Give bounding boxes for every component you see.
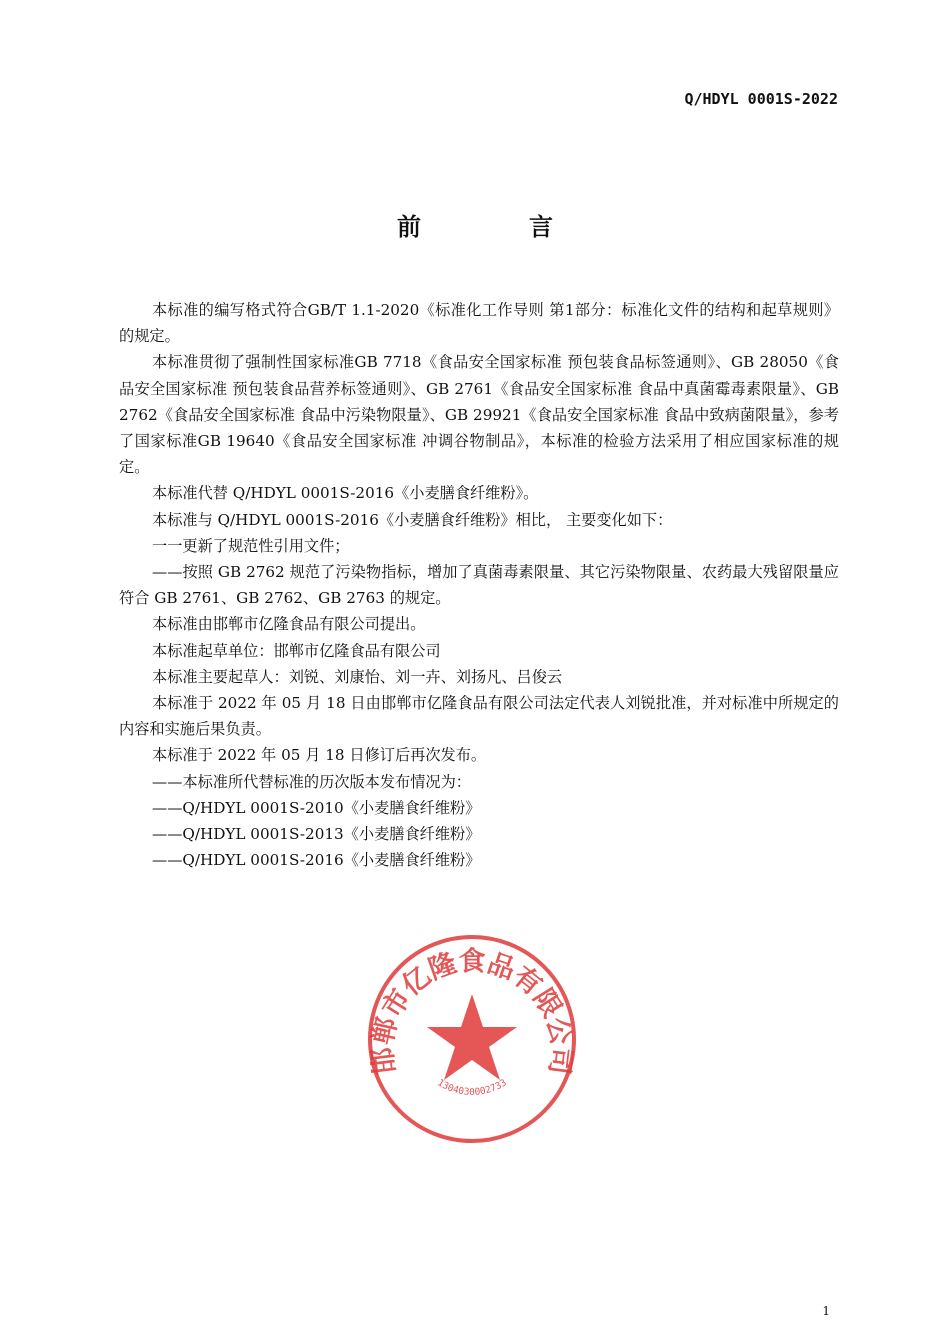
paragraph: ——本标准所代替标准的历次版本发布情况为： [152, 772, 471, 791]
paragraph: 本标准与 Q/HDYL 0001S-2016《小麦膳食纤维粉》相比， 主要变化如下： [152, 510, 673, 529]
paragraph: 本标准起草单位：邯郸市亿隆食品有限公司 [152, 641, 441, 660]
document-code: Q/HDYL 0001S-2022 [684, 90, 838, 108]
paragraph: 本标准由邯郸市亿隆食品有限公司提出。 [152, 615, 426, 634]
seal-star-icon [427, 994, 517, 1080]
company-seal [365, 932, 579, 1146]
foreword-body [119, 297, 839, 873]
paragraph: 本标准贯彻了强制性国家标准GB 7718《食品安全国家标准 预包装食品标签通则》、GB 28050《食品安全国家标准 预包装食品营养标签通则》、GB 2761《食品安全国家标准 食品中真菌霉毒素限量》、GB 2762《食品安全国家标准 食品中污染物限量》、GB 29921《食品安全国家标准 食品中致病菌限量》，参考了国家标准GB 19640《食品安全国家标准 冲调谷物制品》，本标准的检验方法采用了相应国家标准的规定。 [119, 353, 839, 477]
paragraph: ——Q/HDYL 0001S-2010《小麦膳食纤维粉》 [152, 798, 481, 817]
page-number: 1 [822, 1304, 830, 1318]
page-title [0, 207, 950, 242]
seal-company-text: 邯郸市亿隆食品有限公司 [367, 946, 577, 1077]
paragraph: 本标准的编写格式符合GB/T 1.1-2020《标准化工作导则 第1部分：标准化文件的结构和起草规则》的规定。 [119, 301, 839, 346]
paragraph: ——Q/HDYL 0001S-2016《小麦膳食纤维粉》 [152, 851, 481, 870]
title-char-2: 言 [529, 213, 553, 241]
paragraph: 一一更新了规范性引用文件； [152, 536, 350, 555]
paragraph: ——按照 GB 2762 规范了污染物指标，增加了真菌毒素限量、其它污染物限量、农药最大残留限量应符合 GB 2761、GB 2762、GB 2763 的规定。 [119, 563, 839, 608]
paragraph: 本标准于 2022 年 05 月 18 日由邯郸市亿隆食品有限公司法定代表人刘锐批准，并对标准中所规定的内容和实施后果负责。 [119, 694, 839, 739]
paragraph: 本标准代替 Q/HDYL 0001S-2016《小麦膳食纤维粉》。 [152, 484, 539, 503]
seal-serial-text: 1304030002733 [435, 1077, 509, 1098]
paragraph: ——Q/HDYL 0001S-2013《小麦膳食纤维粉》 [152, 825, 481, 844]
paragraph: 本标准主要起草人：刘锐、刘康怡、刘一卉、刘扬凡、吕俊云 [152, 667, 563, 686]
title-char-1: 前 [397, 213, 421, 241]
paragraph: 本标准于 2022 年 05 月 18 日修订后再次发布。 [152, 746, 487, 765]
